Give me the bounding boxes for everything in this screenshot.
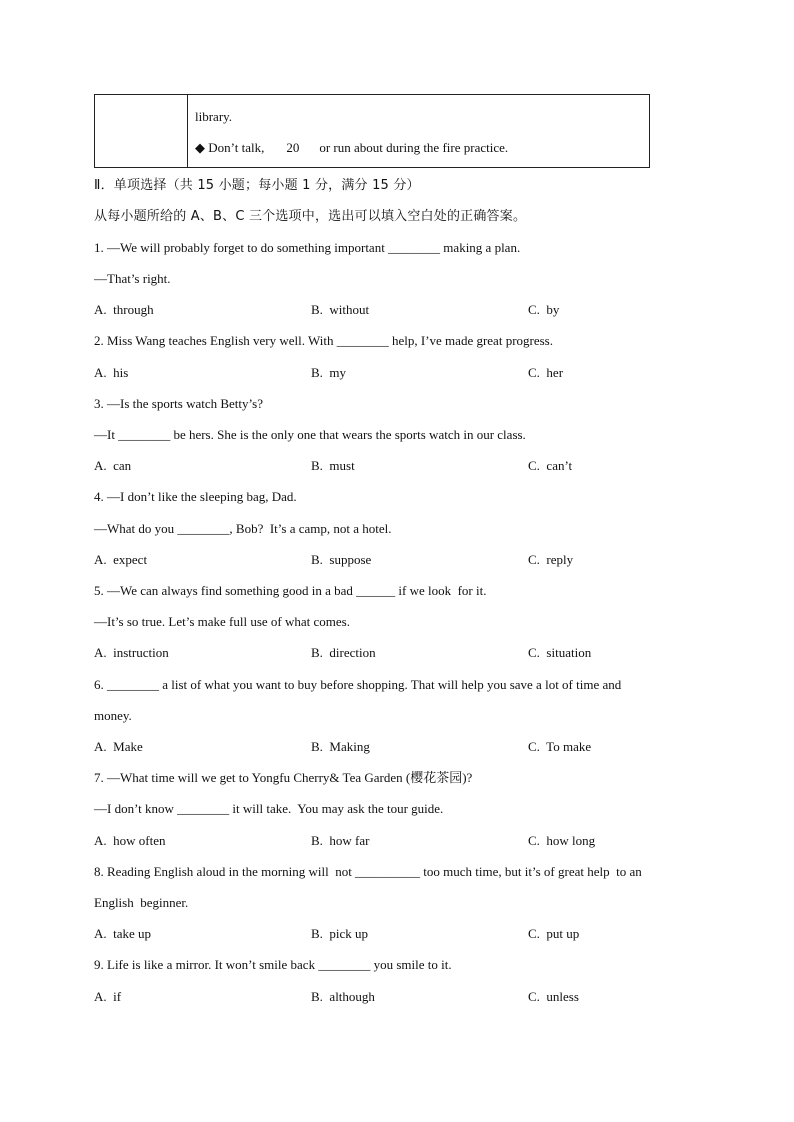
continued-table: [94, 94, 650, 168]
question-2-option-a: A. his: [94, 365, 129, 380]
question-1-stem: 1. —We will probably forget to do something important ________ making a plan.: [94, 240, 521, 255]
question-3-line-2: —It ________ be hers. She is the only one that wears the sports watch in our class.: [94, 427, 526, 442]
question-6-line-2: money.: [94, 708, 132, 723]
table-text-line-1: library.: [195, 109, 233, 124]
question-3-stem: 3. —Is the sports watch Betty’s?: [94, 396, 263, 411]
question-8-option-a: A. take up: [94, 926, 152, 941]
question-5-option-c: C. situation: [528, 645, 592, 660]
question-1-option-b: B. without: [311, 302, 370, 317]
question-3-option-c: C. can’t: [528, 458, 573, 473]
question-6-option-b: B. Making: [311, 739, 370, 754]
question-3-option-b: B. must: [311, 458, 355, 473]
question-7-option-c: C. how long: [528, 833, 596, 848]
question-4-option-b: B. suppose: [311, 552, 372, 567]
table-text-line-2: ◆ Don’t talk, 20 or run about during the fire practice.: [195, 140, 509, 155]
question-4-option-c: C. reply: [528, 552, 574, 567]
question-1-option-c: C. by: [528, 302, 560, 317]
question-9-stem: 9. Life is like a mirror. It won’t smile back ________ you smile to it.: [94, 957, 452, 972]
question-3-option-a: A. can: [94, 458, 132, 473]
question-9-option-a: A. if: [94, 989, 122, 1004]
question-9-option-b: B. although: [311, 989, 375, 1004]
blank-number: 20: [286, 140, 300, 155]
section-instruction: 从每小题所给的 A、B、C 三个选项中，选出可以填入空白处的正确答案。: [94, 209, 527, 224]
table-column-divider: [187, 95, 188, 167]
question-7-option-b: B. how far: [311, 833, 370, 848]
question-2-option-b: B. my: [311, 365, 347, 380]
question-1-line-2: —That’s right.: [94, 271, 171, 286]
question-8-option-b: B. pick up: [311, 926, 369, 941]
question-7-line-2: —I don’t know ________ it will take. You may ask the tour guide.: [94, 801, 444, 816]
question-5-stem: 5. —We can always find something good in a bad ______ if we look for it.: [94, 583, 487, 598]
question-5-line-2: —It’s so true. Let’s make full use of what comes.: [94, 614, 350, 629]
question-4-option-a: A. expect: [94, 552, 148, 567]
question-6-option-a: A. Make: [94, 739, 143, 754]
question-7-stem: 7. —What time will we get to Yongfu Cherry& Tea Garden (樱花茶园)?: [94, 770, 473, 785]
question-9-option-c: C. unless: [528, 989, 579, 1004]
question-5-option-a: A. instruction: [94, 645, 169, 660]
question-4-line-2: —What do you ________, Bob? It’s a camp, not a hotel.: [94, 521, 392, 536]
question-2-option-c: C. her: [528, 365, 564, 380]
diamond-bullet-icon: ◆: [195, 140, 205, 155]
question-6-option-c: C. To make: [528, 739, 592, 754]
question-2-stem: 2. Miss Wang teaches English very well. With ________ help, I’ve made great progress.: [94, 333, 553, 348]
question-7-option-a: A. how often: [94, 833, 166, 848]
question-8-line-2: English beginner.: [94, 895, 189, 910]
question-6-stem: 6. ________ a list of what you want to buy before shopping. That will help you save a lot of time and: [94, 677, 622, 692]
question-8-option-c: C. put up: [528, 926, 580, 941]
question-4-stem: 4. —I don’t like the sleeping bag, Dad.: [94, 489, 297, 504]
question-8-stem: 8. Reading English aloud in the morning will not __________ too much time, but it’s of great help to an: [94, 864, 642, 879]
question-1-option-a: A. through: [94, 302, 154, 317]
section-title: Ⅱ．单项选择（共 15 小题；每小题 1 分，满分 15 分）: [94, 178, 420, 193]
question-5-option-b: B. direction: [311, 645, 376, 660]
